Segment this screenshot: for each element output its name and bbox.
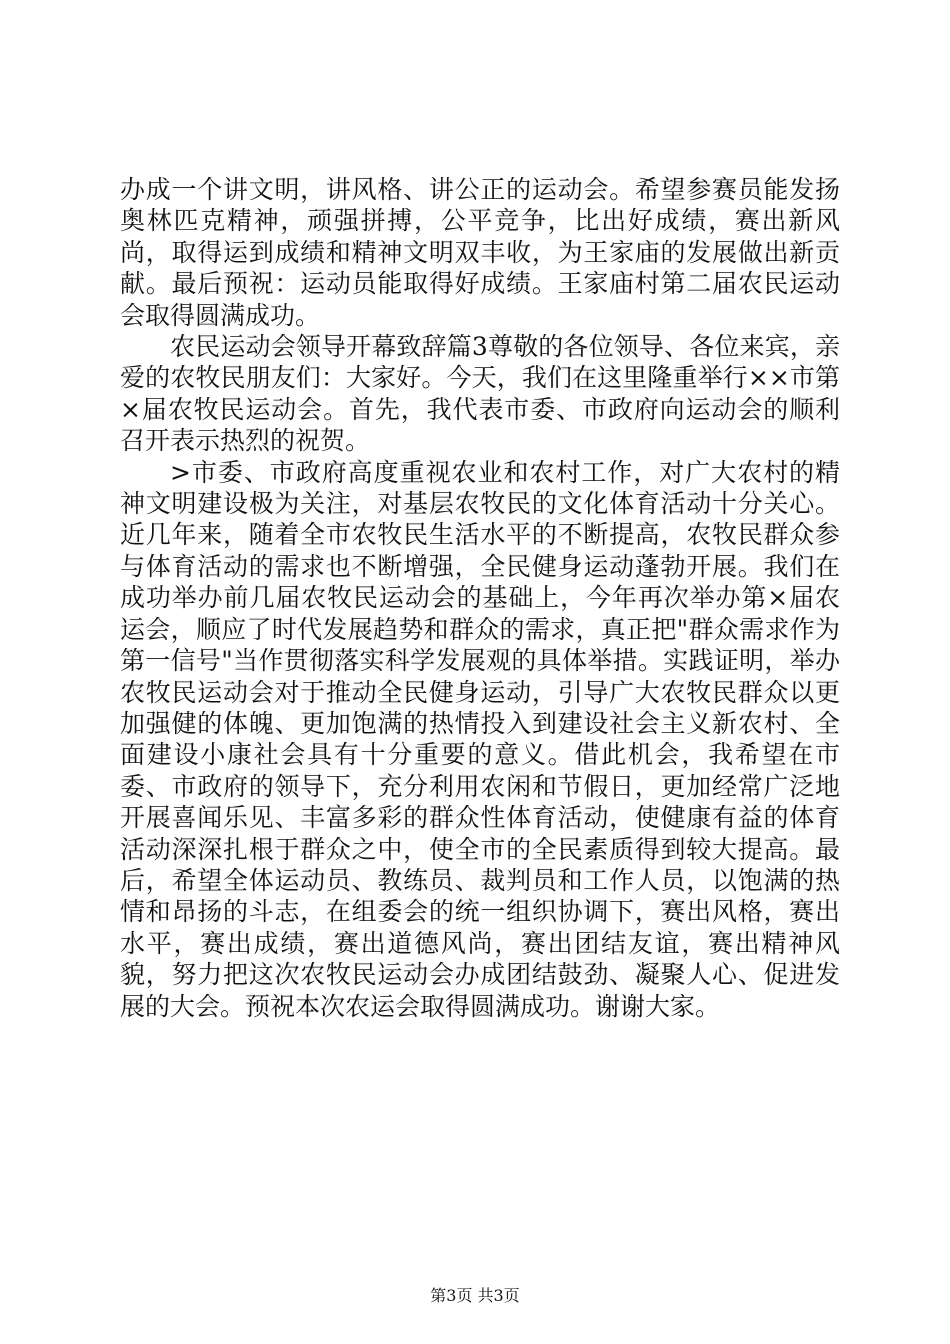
paragraph-continuation: 办成一个讲文明，讲风格、讲公正的运动会。希望参赛员能发扬奥林匹克精神，顽强拼搏，公平竞争，比出好成绩，赛出新风尚，取得运到成绩和精神文明双丰收，为王家庙的发展做出新贡献。最后预祝：运动员能取得好成绩。王家庙村第二届农民运动会取得圆满成功。 <box>120 175 840 330</box>
paragraph-speech-opening: 农民运动会领导开幕致辞篇3尊敬的各位领导、各位来宾，亲爱的农牧民朋友们：大家好。今天，我们在这里隆重举行××市第×届农牧民运动会。首先，我代表市委、市政府向运动会的顺利召开表示热烈的祝贺。 <box>120 332 840 456</box>
paragraph-speech-body: >市委、市政府高度重视农业和农村工作，对广大农村的精神文明建设极为关注，对基层农牧民的文化体育活动十分关心。近几年来，随着全市农牧民生活水平的不断提高，农牧民群众参与体育活动的需求也不断增强，全民健身运动蓬勃开展。我们在成功举办前几届农牧民运动会的基础上，今年再次举办第×届农运会，顺应了时代发展趋势和群众的需求，真正把"群众需求作为第一信号"当作贯彻落实科学发展观的具体举措。实践证明，举办农牧民运动会对于推动全民健身运动，引导广大农牧民群众以更加强健的体魄、更加饱满的热情投入到建设社会主义新农村、全面建设小康社会具有十分重要的意义。借此机会，我希望在市委、市政府的领导下，充分利用农闲和节假日，更加经常广泛地开展喜闻乐见、丰富多彩的群众性体育活动，使健康有益的体育活动深深扎根于群众之中，使全市的全民素质得到较大提高。最后，希望全体运动员、教练员、裁判员和工作人员，以饱满的热情和昂扬的斗志，在组委会的统一组织协调下，赛出风格，赛出水平，赛出成绩，赛出道德风尚，赛出团结友谊，赛出精神风貌，努力把这次农牧民运动会办成团结鼓劲、凝聚人心、促进发展的大会。预祝本次农运会取得圆满成功。谢谢大家。 <box>120 457 840 1021</box>
document-body <box>120 174 840 1022</box>
page-number-footer: 第3页 共3页 <box>430 1286 520 1305</box>
